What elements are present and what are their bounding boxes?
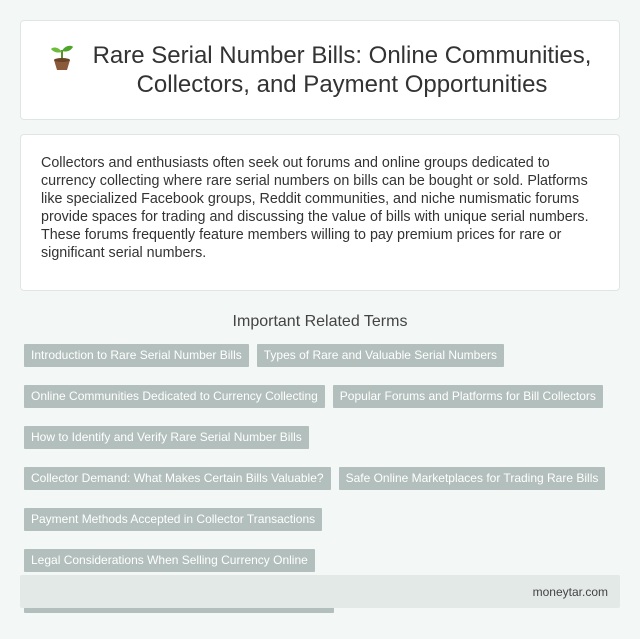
related-term-tag[interactable]: Popular Forums and Platforms for Bill Collectors — [333, 385, 603, 408]
related-term-tag[interactable]: Collector Demand: What Makes Certain Bills Valuable? — [24, 467, 331, 490]
title-line-1: Rare Serial Number Bills: Online Communities, — [92, 42, 592, 69]
page-title — [93, 41, 592, 99]
related-term-tag[interactable]: Online Communities Dedicated to Currency Collecting — [24, 385, 325, 408]
title-line-2: Collectors, and Payment Opportunities — [136, 71, 548, 98]
related-term-tag[interactable]: Safe Online Marketplaces for Trading Rare Bills — [339, 467, 606, 490]
related-terms-list — [24, 344, 620, 613]
sprout-icon — [49, 43, 75, 71]
title-row — [49, 41, 592, 99]
related-term-tag[interactable]: Payment Methods Accepted in Collector Transactions — [24, 508, 322, 531]
related-term-tag[interactable]: Introduction to Rare Serial Number Bills — [24, 344, 249, 367]
description-text: Collectors and enthusiasts often seek out forums and online groups dedicated to currency collecting where rare serial numbers on bills can be bought or sold. Platforms like specialized Facebook groups, Reddit communities, and niche numismatic forums provide spaces for trading and discussing the value of bills with unique serial numbers. These forums frequently feature members willing to pay premium prices for rare or significant serial numbers. — [41, 155, 589, 261]
footer — [20, 575, 620, 608]
related-term-tag[interactable]: How to Identify and Verify Rare Serial Number Bills — [24, 426, 309, 449]
footer-site-link[interactable]: moneytar.com — [532, 584, 608, 599]
description-card — [20, 134, 620, 291]
related-term-tag[interactable]: Legal Considerations When Selling Currency Online — [24, 549, 315, 572]
title-card — [20, 20, 620, 120]
related-terms-heading: Important Related Terms — [232, 313, 408, 330]
related-term-tag[interactable]: Types of Rare and Valuable Serial Numbers — [257, 344, 504, 367]
